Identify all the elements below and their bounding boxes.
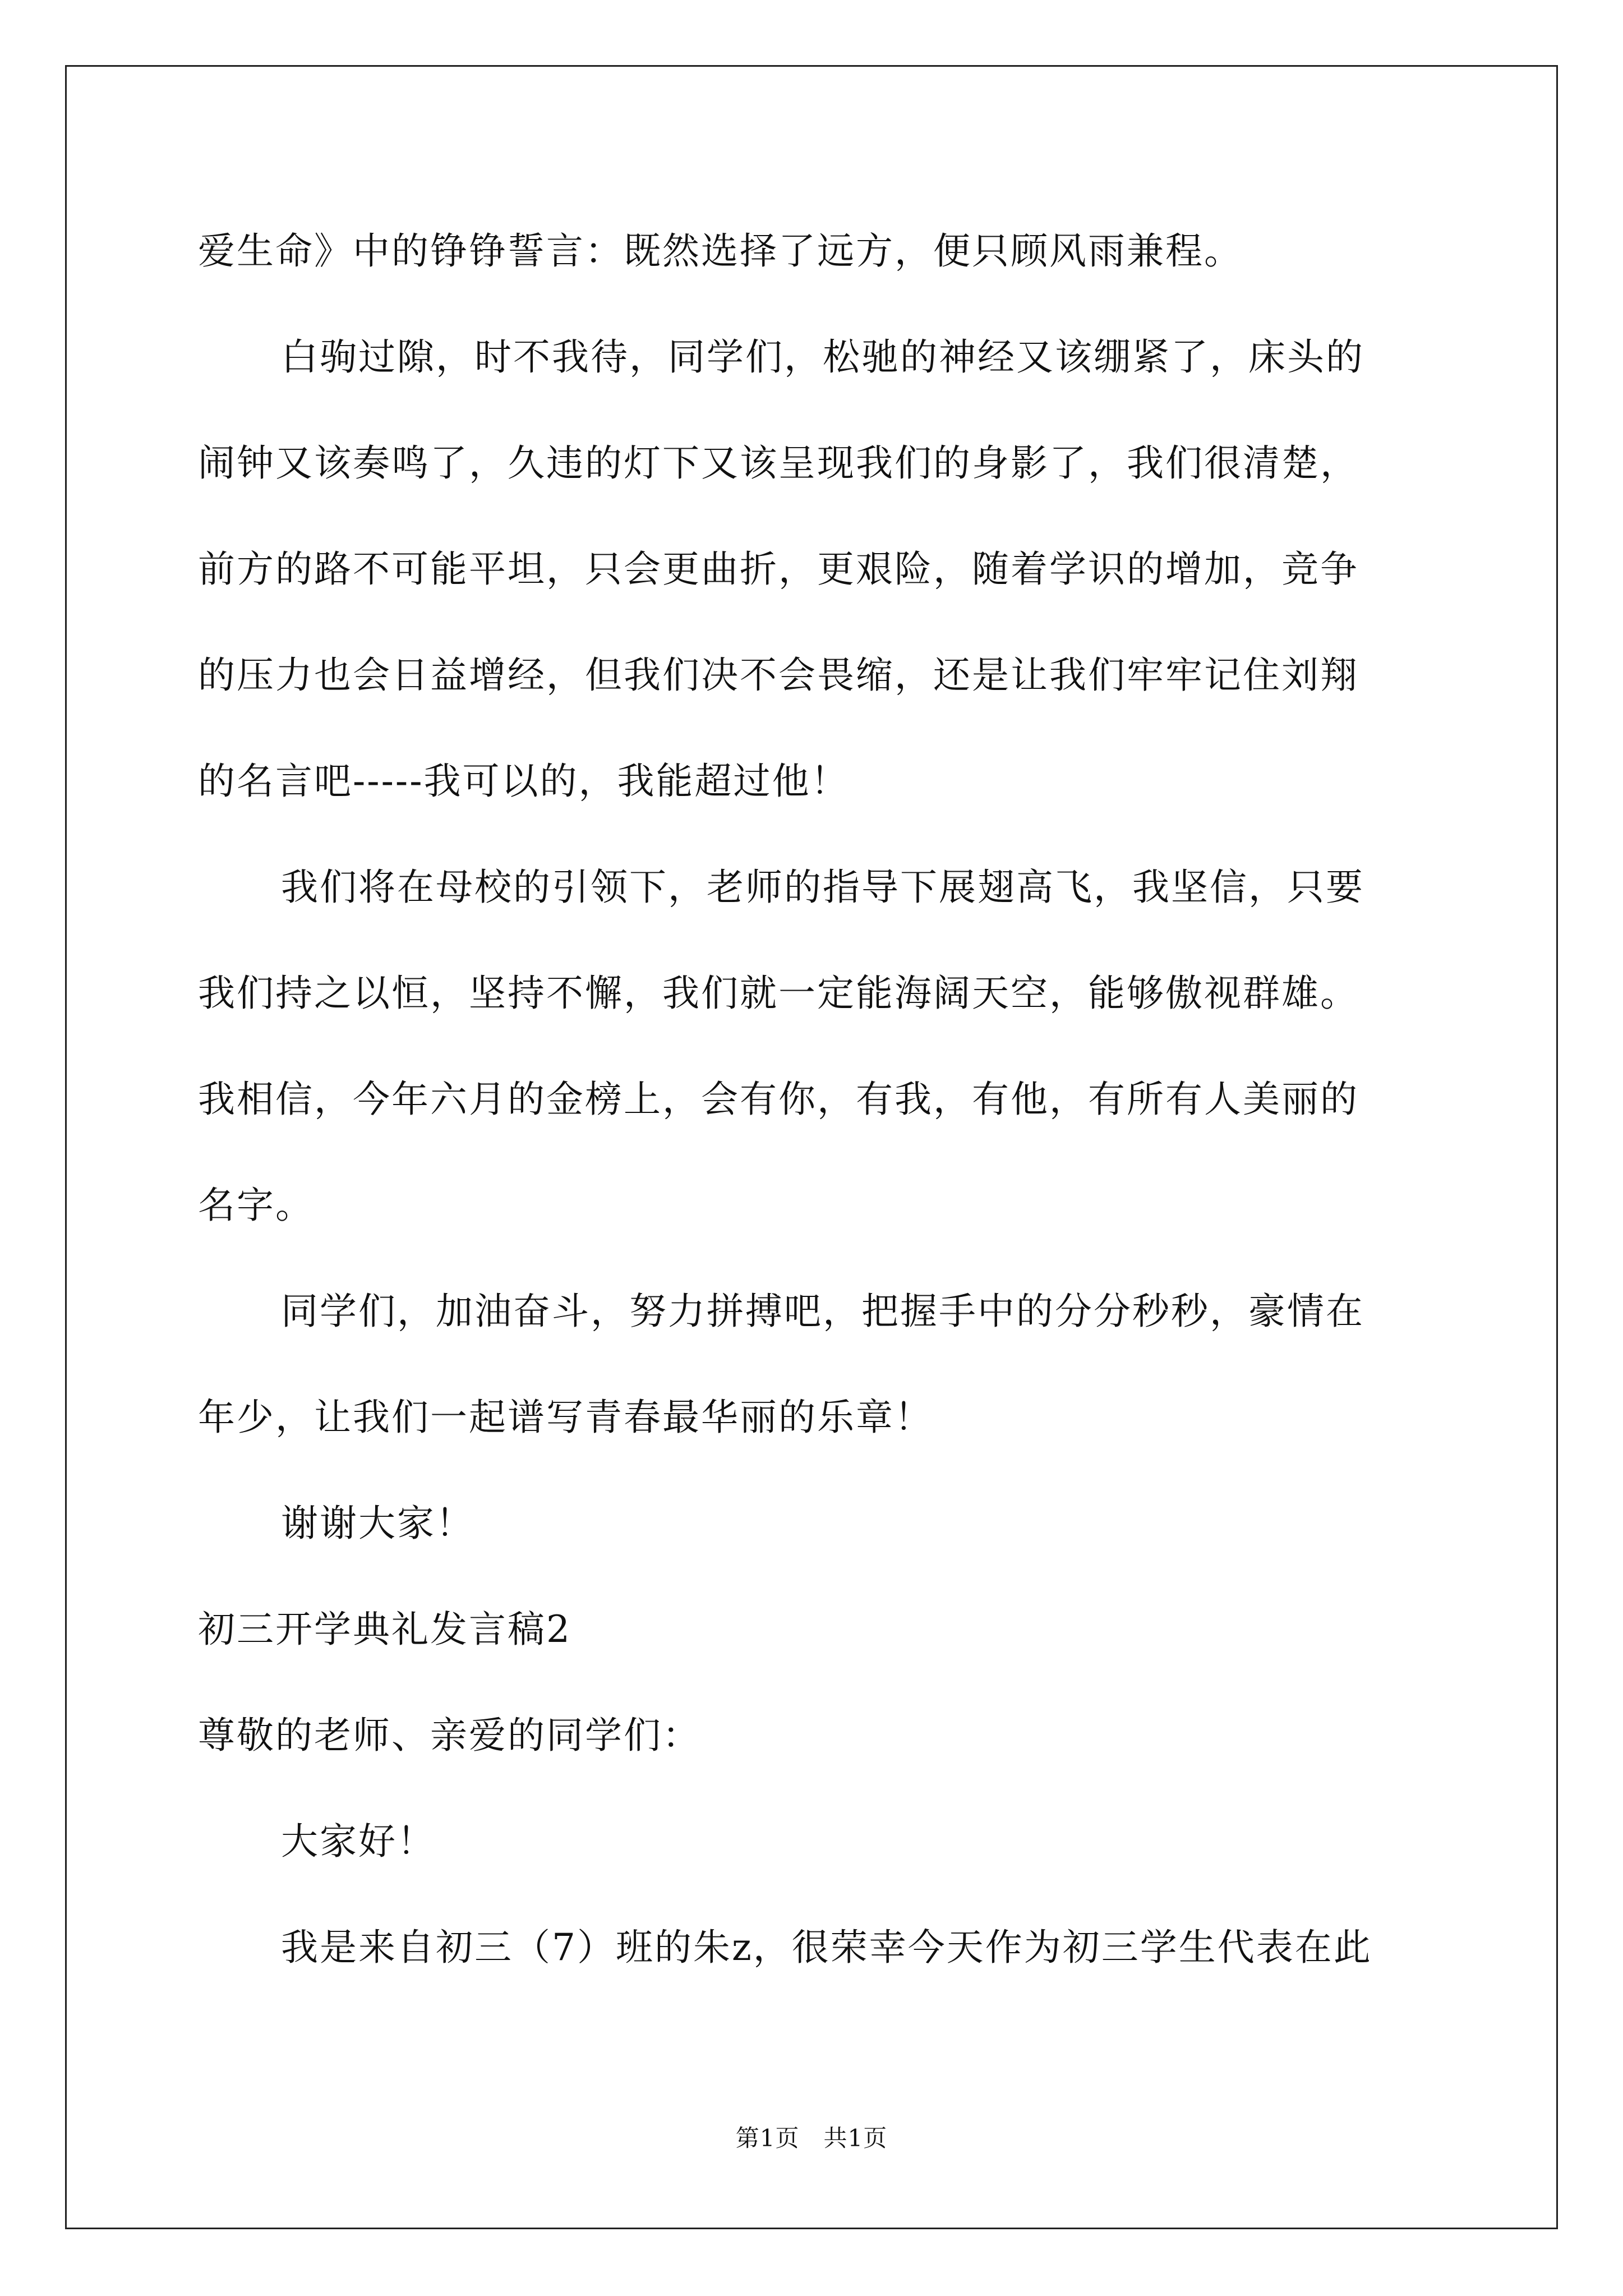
text-line: 闹钟又该奏鸣了，久违的灯下又该呈现我们的身影了，我们很清楚，: [198, 441, 1359, 485]
page-footer: 第1页 共1页: [735, 2124, 888, 2152]
text-line: 的压力也会日益增经，但我们决不会畏缩，还是让我们牢牢记住刘翔: [198, 654, 1359, 697]
text-line: 白驹过隙，时不我待，同学们，松驰的神经又该绷紧了，床头的: [281, 335, 1364, 379]
salutation: 尊敬的老师、亲爱的同学们：: [198, 1714, 701, 1757]
section-heading: 初三开学典礼发言稿2: [198, 1608, 571, 1651]
text-line: 爱生命》中的铮铮誓言：既然选择了远方，便只顾风雨兼程。: [198, 229, 1243, 273]
text-line: 谢谢大家！: [281, 1502, 474, 1545]
text-line: 我们持之以恒，坚持不懈，我们就一定能海阔天空，能够傲视群雄。: [198, 972, 1359, 1015]
text-line: 年少，让我们一起谱写青春最华丽的乐章！: [198, 1396, 933, 1439]
text-line: 名字。: [198, 1184, 314, 1227]
text-line: 前方的路不可能平坦，只会更曲折，更艰险，随着学识的增加，竞争: [198, 547, 1359, 591]
text-line: 我相信，今年六月的金榜上，会有你，有我，有他，有所有人美丽的: [198, 1078, 1359, 1121]
text-line: 我是来自初三（7）班的朱z，很荣幸今天作为初三学生代表在此: [281, 1926, 1372, 1969]
greeting: 大家好！: [281, 1820, 436, 1863]
text-line: 的名言吧-----我可以的，我能超过他！: [198, 760, 850, 803]
document-body: [198, 184, 1426, 1986]
text-line: 我们将在母校的引领下，老师的指导下展翅高飞，我坚信，只要: [281, 866, 1364, 909]
text-line: 同学们，加油奋斗，努力拼搏吧，把握手中的分分秒秒，豪情在: [281, 1290, 1364, 1333]
